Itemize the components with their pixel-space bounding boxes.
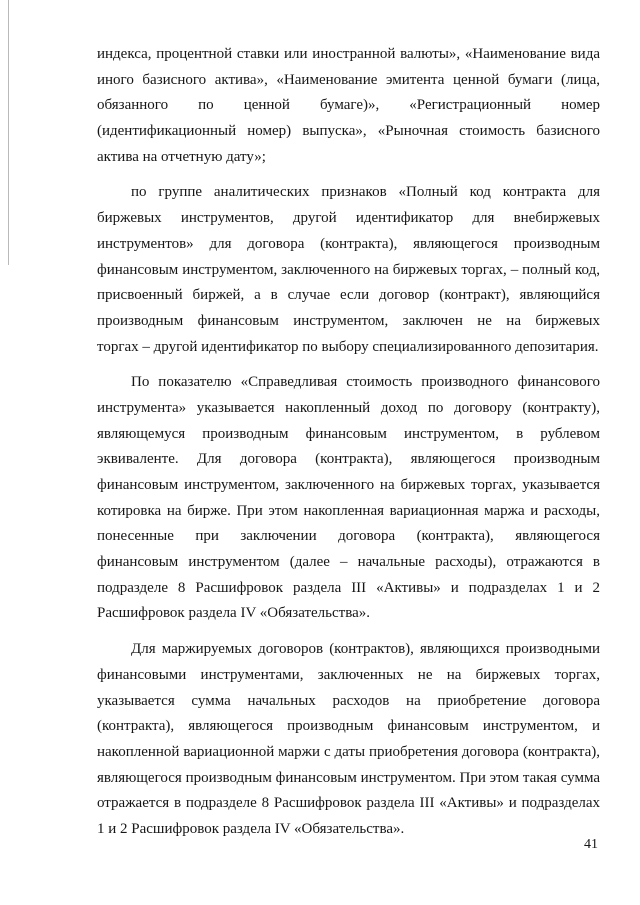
text-line: 1 и 2 Расшифровок раздела IV «Обязательства». — [97, 820, 405, 837]
text-line: финансовым инструментом (далее – начальные расходы), отражаются в — [97, 554, 600, 571]
text-line: являющегося производным финансовым инструментом. При этом такая сумма — [97, 769, 600, 786]
document-body — [97, 42, 600, 843]
text-line: отражается в подразделе 8 Расшифровок раздела III «Активы» и подразделах — [97, 795, 600, 812]
text-line: обязанного по ценной бумаге)», «Регистрационный номер — [97, 97, 600, 114]
text-line: По показателю «Справедливая стоимость производного финансового — [131, 374, 600, 391]
text-line: накопленной вариационной маржи с даты приобретения договора (контракта), — [97, 743, 600, 760]
text-line: котировка на бирже. При этом накопленная вариационная маржа и расходы, — [97, 502, 600, 519]
text-line: производным финансовым инструментом, заключен не на биржевых — [97, 312, 600, 329]
text-line: актива на отчетную дату»; — [97, 148, 266, 165]
text-line: являющемуся производным финансовым инструментом, в рублевом — [97, 425, 600, 442]
text-line: Расшифровок раздела IV «Обязательства». — [97, 605, 371, 622]
scan-edge-line — [8, 0, 9, 265]
text-line: подразделе 8 Расшифровок раздела III «Активы» и подразделах 1 и 2 — [97, 579, 600, 596]
text-line: понесенные при заключении договора (контракта), являющегося — [97, 528, 600, 545]
paragraph-1 — [97, 42, 600, 170]
text-line: (контракта), являющегося производным финансовым инструментом, и — [97, 718, 600, 735]
text-line: индекса, процентной ставки или иностранной валюты», «Наименование вида — [97, 46, 600, 62]
text-line: торгах – другой идентификатор по выбору специализированного депозитария. — [97, 338, 599, 355]
text-line: инструментов» для договора (контракта), являющегося производным — [97, 235, 600, 252]
text-line: биржевых инструментов, другой идентификатор для внебиржевых — [97, 210, 600, 227]
text-line: по группе аналитических признаков «Полный код контракта для — [131, 184, 600, 201]
text-line: инструмента» указывается накопленный доход по договору (контракту), — [97, 399, 600, 416]
text-line: присвоенный биржей, а в случае если договор (контракт), являющийся — [97, 287, 600, 304]
paragraph-2 — [97, 180, 600, 360]
text-line: указывается сумма начальных расходов на приобретение договора — [97, 692, 600, 709]
text-line: иного базисного актива», «Наименование эмитента ценной бумаги (лица, — [97, 71, 600, 88]
text-line: Для маржируемых договоров (контрактов), являющихся производными — [131, 641, 600, 658]
text-line: эквиваленте. Для договора (контракта), являющегося производным — [97, 451, 600, 468]
text-line: финансовым инструментом, заключенного на биржевых торгах, – полный код, — [97, 261, 600, 278]
text-line: финансовым инструментом, заключенного на биржевых торгах, указывается — [97, 477, 600, 493]
text-line: финансовыми инструментами, заключенных не на биржевых торгах, — [97, 666, 600, 683]
page-number: 41 — [584, 837, 598, 852]
paragraph-3 — [97, 370, 600, 627]
paragraph-4 — [97, 637, 600, 843]
text-line: (идентификационный номер) выпуска», «Рыночная стоимость базисного — [97, 123, 600, 140]
